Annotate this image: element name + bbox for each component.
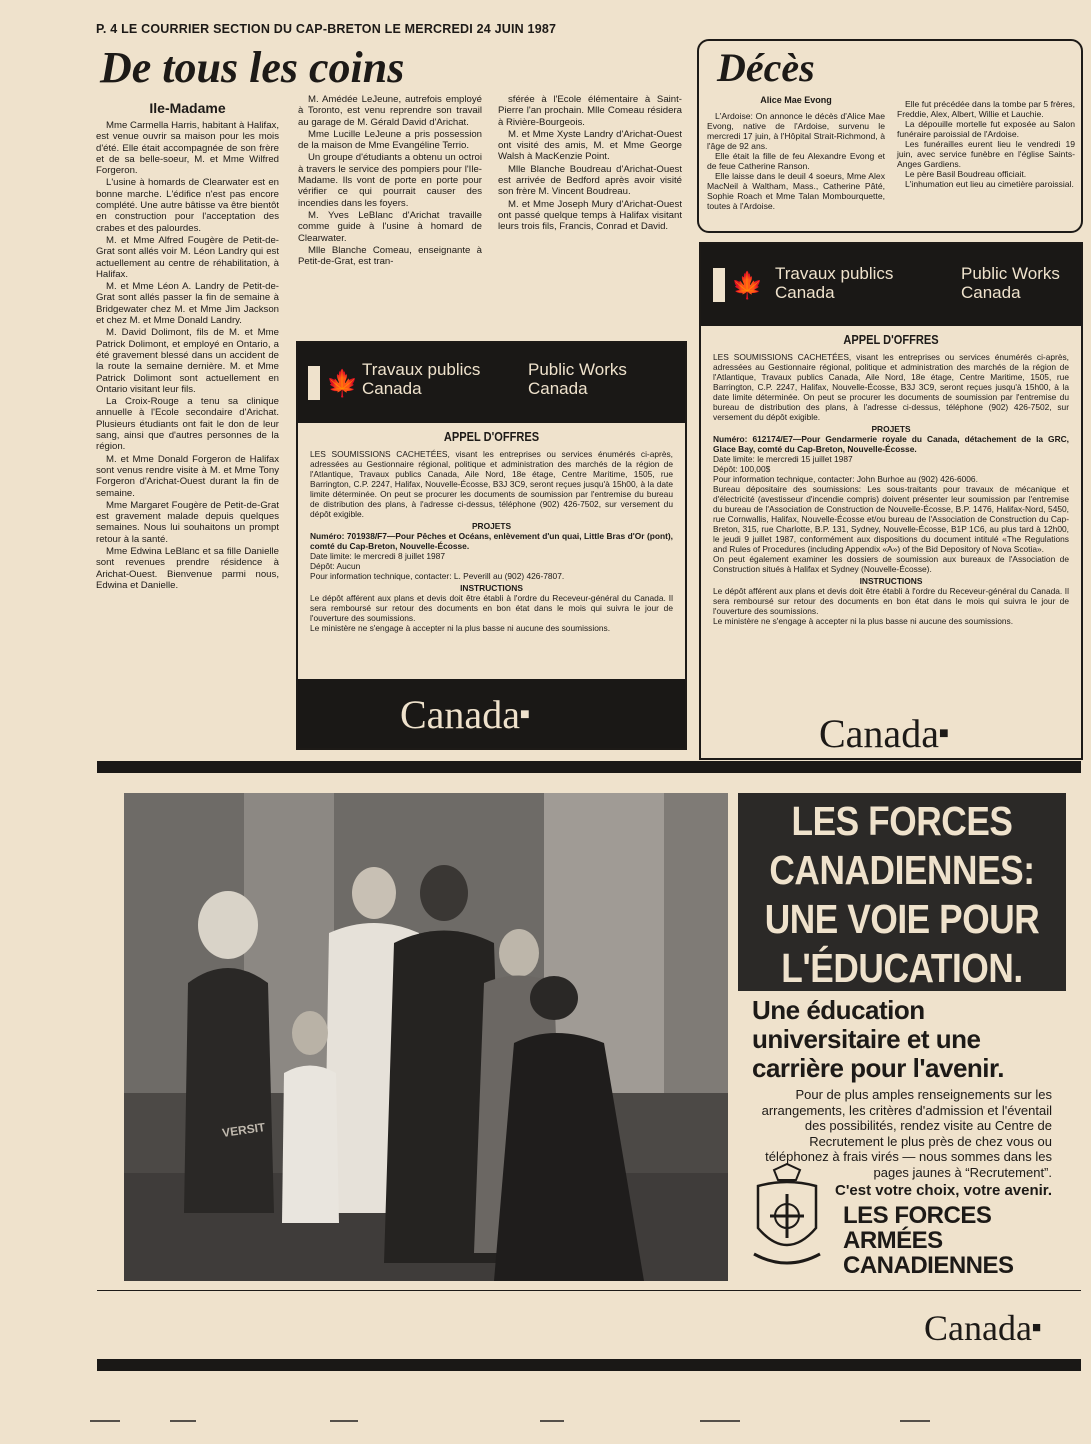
deceased-name: Alice Mae Evong (760, 95, 832, 105)
ad-headline-line: L'ÉDUCATION. (781, 945, 1023, 991)
ad-top-rule (97, 761, 1081, 773)
ad-bottom-rule (97, 1359, 1081, 1371)
faa-line: LES FORCES (843, 1202, 992, 1229)
paragraph: Mme Margaret Fougère de Petit-de-Grat est gravement malade depuis quelques semaines. Nous lui souhaitons un prompt retour à la santé. (96, 499, 279, 545)
photo-sign-text: VERSIT (221, 1120, 267, 1140)
wordmark-flag-icon: ■ (1031, 1320, 1042, 1336)
paragraph: Elle fut précédée dans la tombe par 5 frères, Freddie, Alex, Albert, Willie et Lauchie. (897, 99, 1075, 119)
tender-header-en: Public Works Canada (528, 360, 627, 398)
paragraph: La Croix-Rouge a tenu sa clinique annuelle à l'Ecole secondaire d'Arichat. Plusieurs étudiants ont fait le don de leur sang, ainsi que d'autres personnes de la région. (96, 396, 279, 453)
photo-illustration (124, 793, 728, 1281)
tender-header (701, 244, 1081, 326)
canada-flag-icon: 🍁 (308, 366, 358, 400)
paragraph: Mlle Blanche Comeau, enseignante à Petit-de-Grat, est tran- (298, 244, 482, 268)
paragraph: Elle laisse dans le deuil 4 soeurs, Mme Alex MacNeil à Waltham, Mass., Catherine Pâté, Sophie Roach et Mme Talan Mombourquette, toutes à l'Ardoise. (707, 171, 885, 211)
deces-col1-body (707, 111, 885, 211)
tender-notice-right (699, 242, 1083, 760)
tender-notice-left (296, 341, 687, 750)
wordmark-flag-icon: ■ (938, 725, 949, 742)
ad-headline-box (738, 793, 1066, 991)
tender-instructions-heading: INSTRUCTIONS (859, 576, 923, 586)
tender-intro: LES SOUMISSIONS CACHETÉES, visant les entreprises ou services énumérés ci-après, adressées au Gestionnaire régional, politique et administration des marchés de la région de l'Atlantique, Travaux publics Canada, Aile Nord, 18e étage, Centre Maritime, 1505, rue Barrington, C.P. 2247, Halifax, Nouvelle-Écosse, B3J 3C9, seront reçues jusqu'à 15h00, à la date limite déterminée. On peut se procurer les documents de soumission par l'entremise du bureau de distribution des plans, à l'adresse ci-dessus, téléphone (902) 426-7502, sur versement du dépôt exigible. (310, 449, 673, 519)
paragraph: M. et Mme Xyste Landry d'Arichat-Ouest ont visité des amis, M. et Mme George Walsh à MacKenzie Point. (498, 128, 682, 163)
paragraph: Mme Lucille LeJeune a pris possession de la maison de Mme Evangéline Terrio. (298, 128, 482, 152)
deces-column-1 (707, 95, 885, 211)
coins-column-2 (298, 94, 482, 334)
wordmark-flag-icon: ■ (519, 706, 530, 723)
tender-footer (701, 708, 1081, 758)
paragraph: M. et Mme Alfred Fougère de Petit-de-Grat sont allés voir M. Léon Landry qui est actuellement au centre de réhabilitation, à Halifax. (96, 234, 279, 280)
tender-header-fr: Travaux publics Canada (362, 360, 481, 398)
ad-subhead: Une éducation universitaire et une carrière pour l'avenir. (752, 995, 1004, 1083)
coins-column-1 (96, 100, 279, 750)
coins-column-3 (498, 94, 682, 334)
canada-wordmark-text: Canada (819, 711, 939, 756)
tender-depot-amount: Dépôt: 100,00$ (713, 464, 771, 474)
paragraph: M. et Mme Donald Forgeron de Halifax sont venus rendre visite à M. et Mme Tony Forgeron d'Arichat-Ouest durant la fin de semaine. (96, 453, 279, 499)
tender-numero: Numéro: 612174/E7—Pour Gendarmerie royale du Canada, détachement de la GRC, Glace Bay, comté du Cap-Breton, Nouvelle-Écosse. (713, 434, 1069, 454)
ad-photo-graduation (124, 793, 728, 1281)
coins-subhead: Ile-Madame (149, 100, 226, 116)
page-folio: P. 4 LE COURRIER SECTION DU CAP-BRETON LE MERCREDI 24 JUIN 1987 (96, 22, 557, 36)
deces-box (697, 39, 1083, 233)
ad-headline-line: LES FORCES (791, 798, 1013, 844)
tender-instructions-heading: INSTRUCTIONS (460, 583, 523, 593)
canada-wordmark (400, 692, 530, 737)
paragraph: L'usine à homards de Clearwater est en bonne marche. L'édifice n'est pas encore complété. Une autre bâtisse va être bientôt en construction pour l'acceptation des crabes et des palourdes. (96, 177, 279, 234)
tender-depot-text: Le dépôt afférent aux plans et devis doit être établi à l'ordre du Receveur-général du Canada. Il sera remboursé sur retour des documents en bon état dans le mois qui suivra le jour de l'ouverture des soumissions. (310, 593, 673, 623)
ad-canada-wordmark (924, 1310, 1041, 1346)
paragraph: M. David Dolimont, fils de M. et Mme Patrick Dolimont, et employé en Ontario, a été gravement blessé dans un accident de la route la semaine dernière. M. et Mme Patrick Dolimont sont actuellement en Ontario visitant leur fils. (96, 327, 279, 395)
tender-header-en: Public Works Canada (961, 264, 1060, 302)
page-edge-mark (330, 1420, 358, 1422)
paragraph: Mme Carmella Harris, habitant à Halifax, est venue ouvrir sa maison pour les mois d'été. Elle était accompagnée de son frère et de sa belle-soeur, M. et Mme Wilfred Forgeron. (96, 120, 279, 177)
tender-numero: Numéro: 701938/F7—Pour Pêches et Océans, enlèvement d'un quai, Little Bras d'Or (pont), comté du Cap-Breton, Nouvelle-Écosse. (310, 531, 673, 551)
ad-headline-line: UNE VOIE POUR (764, 896, 1040, 942)
tender-header (298, 343, 685, 423)
forces-armees-wordmark (843, 1203, 1014, 1278)
page-edge-mark (90, 1420, 120, 1422)
tender-date: Date limite: le mercredi 8 juillet 1987 (310, 551, 445, 561)
faa-line: ARMÉES (843, 1227, 943, 1254)
tender-depot-text: Le dépôt afférent aux plans et devis doit être établi à l'ordre du Receveur-général du Canada. Il sera remboursé sur retour des documents en bon état dans le mois qui suivra le jour de l'ouverture des soumissions. (713, 586, 1069, 616)
page-edge-mark (900, 1420, 930, 1422)
deces-title: Décès (717, 45, 815, 90)
coins-col1-body (96, 120, 279, 591)
tender-examiner: On peut également examiner les dossiers de soumission aux bureaux de l'Association de Construction situés à Halifax et Sydney (Nouvelle-Écosse). (713, 554, 1069, 574)
faa-line: CANADIENNES (843, 1252, 1014, 1279)
paragraph: L'Ardoise: On annonce le décès d'Alice Mae Evong, native de l'Ardoise, survenu le mercredi 17 juin, à l'Hôpital Strait-Richmond, à l'âge de 92 ans. (707, 111, 885, 151)
ad-divider (97, 1290, 1081, 1291)
page-edge-mark (700, 1420, 740, 1422)
paragraph: M. Amédée LeJeune, autrefois employé à Toronto, est venu reprendre son travail au garage de M. Gérald David d'Arichat. (298, 94, 482, 128)
tender-projets-heading: PROJETS (471, 521, 512, 531)
canada-flag-icon: 🍁 (713, 268, 763, 302)
tender-intro: LES SOUMISSIONS CACHETÉES, visant les entreprises ou services énumérés ci-après, adressées au Gestionnaire régional, politique et administration des marchés de la région de l'Atlantique, Travaux publics Canada, Aile Nord, 18e étage, Centre Maritime, 1505, rue Barrington, C.P. 2247, Halifax, Nouvelle-Écosse, B3J 3C9, seront reçues jusqu'à 15h00, à la date limite déterminée. On peut se procurer les documents de soumission par l'entremise du bureau de distribution des plans, à l'adresse ci-dessus, téléphone (902) 426-7502, sur versement du dépôt exigible. (713, 352, 1069, 422)
ad-headline-line: CANADIENNES: (769, 847, 1035, 893)
tender-body (298, 423, 685, 679)
coins-col3-body (498, 94, 682, 233)
canada-wordmark (819, 711, 949, 756)
tender-contact: Pour information technique, contacter: John Burhoe au (902) 426-6006. (713, 474, 978, 484)
paragraph: La dépouille mortelle fut exposée au Salon funéraire paroissial de l'Ardoise. (897, 119, 1075, 139)
coins-col2-body (298, 94, 482, 267)
tender-ministere: Le ministère ne s'engage à accepter ni la plus basse ni aucune des soumissions. (713, 616, 1014, 626)
ad-body-text: Pour de plus amples renseignements sur les arrangements, les critères d'admission et l'éventail des possibilités, rendez visite au Centre de Recrutement le plus près de chez vous ou téléphonez à frais virés — nous sommes dans les pages jaunes à “Recrutement”. (761, 1087, 1052, 1180)
ad-canada-text: Canada (924, 1308, 1032, 1348)
tender-footer (298, 679, 685, 748)
deces-column-2 (897, 99, 1075, 189)
paragraph: Un groupe d'étudiants a obtenu un octroi à travers le service des pompiers pour l'Ile-Madame. Ils vont de porte en porte pour vérifier ce qui pourrait causer des incendies dans les foyers. (298, 152, 482, 209)
tender-projets-heading: PROJETS (871, 424, 911, 434)
ad-tagline: C'est votre choix, votre avenir. (835, 1182, 1052, 1199)
section-title-coins: De tous les coins (100, 43, 405, 92)
tender-contact: Pour information technique, contacter: L. Peverill au (902) 426-7807. (310, 571, 565, 581)
paragraph: L'inhumation eut lieu au cimetière paroissial. (905, 179, 1074, 189)
paragraph: Elle était la fille de feu Alexandre Evong et de feue Catherine Ranson. (707, 151, 885, 171)
paragraph: M. et Mme Joseph Mury d'Arichat-Ouest ont passé quelque temps à Halifax visitant leurs trois fils, Francis, Conrad et David. (498, 198, 682, 233)
paragraph: Le père Basil Boudreau officiait. (905, 169, 1027, 179)
page-edge-mark (170, 1420, 196, 1422)
paragraph: Mme Edwina LeBlanc et sa fille Danielle sont revenues prendre résidence à Arichat-Ouest. Bienvenue parmi nous, Edwina et Danielle. (96, 545, 279, 591)
tender-appel-heading: APPEL D'OFFRES (843, 332, 939, 347)
page-edge-mark (540, 1420, 564, 1422)
tender-bureau: Bureau dépositaire des soumissions: Les sous-traitants pour travaux de mécanique et d'électricité (avestisseur d'incendie compris) doivent présenter leur soumission par l'entremise du bureau de l'Association de Construction de Nouvelle-Écosse, B.P. 1476, Halifax-Nord, 5450, rue Cornwallis, Halifax, Nouvelle-Écosse et/ou bureau de l'Association de Construction du Cap-Breton, 315, rue Charlotte, B.P. 131, Sydney, Nouvelle-Écosse, B1P 1C6, au plus tard à 12h00, le jeudi 9 juillet 1987, conformément aux dispositions du document intitulé «The Regulations and Rules of Procedures (including Appendix «A») of the Bid Depository of Nova Scotia». (713, 484, 1069, 554)
tender-body (701, 326, 1081, 708)
tender-depot-amount: Dépôt: Aucun (310, 561, 361, 571)
paragraph: sférée à l'Ecole élémentaire à Saint-Pierre l'an prochain. Mlle Comeau résidera à Rivière-Bourgeois. (498, 94, 682, 128)
tender-header-fr: Travaux publics Canada (775, 264, 894, 302)
canada-wordmark-text: Canada (400, 692, 520, 737)
paragraph: M. et Mme Léon A. Landry de Petit-de-Grat sont allés passer la fin de semaine à Bridgewater chez M. et Mme Jim Jackson et chez M. et Mme Donald Landry. (96, 281, 279, 327)
tender-date: Date limite: le mercredi 15 juillet 1987 (713, 454, 853, 464)
paragraph: Les funérailles eurent lieu le vendredi 19 juin, avec service funèbre en l'église Saints-Anges Gardiens. (897, 139, 1075, 169)
deces-col2-body (897, 99, 1075, 189)
paragraph: Mlle Blanche Boudreau d'Arichat-Ouest est arrivée de Bedford après avoir visité son frère M. Vincent Boudreau. (498, 163, 682, 198)
tender-appel-heading: APPEL D'OFFRES (443, 429, 540, 444)
forces-crest-icon (744, 1162, 830, 1278)
tender-ministere: Le ministère ne s'engage à accepter ni la plus basse ni aucune des soumissions. (310, 623, 611, 633)
paragraph: M. Yves LeBlanc d'Arichat travaille comme guide à l'usine à homard de Clearwater. (298, 209, 482, 244)
